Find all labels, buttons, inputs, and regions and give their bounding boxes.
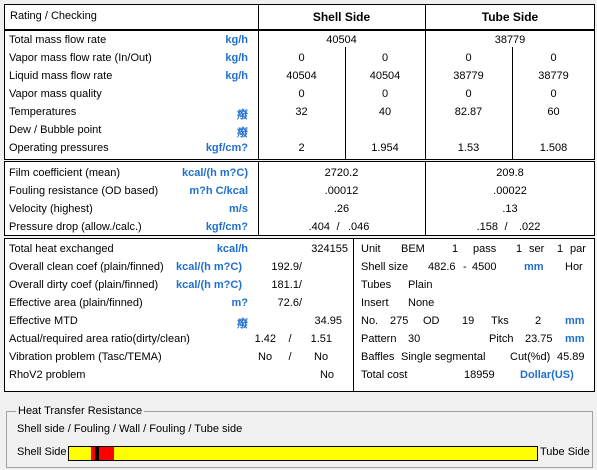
cut-label: Cut(%d) <box>510 351 551 363</box>
tks-label: Tks <box>491 315 509 327</box>
vibration-tema: No <box>314 351 329 363</box>
tube-value: .13 <box>502 203 518 215</box>
tube-in-value: 82.87 <box>454 106 483 118</box>
row-label: Film coefficient (mean) <box>9 167 121 179</box>
htr-group-title: Heat Transfer Resistance <box>18 405 143 417</box>
tube-allow-value: .158 <box>476 221 498 233</box>
tube-value: 38779 <box>494 34 526 46</box>
row-label: Total mass flow rate <box>9 34 107 46</box>
row-label: RhoV2 problem <box>9 369 86 381</box>
tubes-value: Plain <box>408 279 433 291</box>
stream-table <box>4 4 595 160</box>
row-label: Actual/required area ratio(dirty/clean) <box>9 333 190 345</box>
pattern-value: 30 <box>408 333 421 345</box>
pitch-value: 23.75 <box>525 333 553 345</box>
shell-in-value: 32 <box>295 106 308 118</box>
tube-in-value: 0 <box>465 52 472 64</box>
row-label: Vapor mass flow rate (In/Out) <box>9 52 152 64</box>
resistance-segment-shell <box>69 447 91 460</box>
tube-count-label: No. <box>361 315 379 327</box>
row-label: Overall dirty coef (plain/finned) <box>9 279 159 291</box>
row-unit: kg/h <box>225 52 248 64</box>
row-label: Liquid mass flow rate <box>9 70 113 82</box>
shell-out-value: 0 <box>381 52 389 64</box>
shell-out-value: 40 <box>378 106 392 118</box>
shell-value: .00012 <box>324 185 359 197</box>
dirty-coef-value: 181.1/ <box>271 279 302 291</box>
row-label: Vibration problem (Tasc/TEMA) <box>9 351 162 363</box>
shell-in-value: 40504 <box>286 70 317 82</box>
row-unit: m/s <box>229 203 248 215</box>
row-label: Total heat exchanged <box>9 243 114 255</box>
tube-out-value: 60 <box>547 106 560 118</box>
row-unit: kcal/(h m?C) <box>181 167 248 179</box>
tube-calc-value: .022 <box>519 221 541 233</box>
tube-count: 275 <box>390 315 409 327</box>
shell-allow-value: .404 <box>308 221 330 233</box>
resistance-bar <box>68 446 538 461</box>
od-value: 19 <box>462 315 475 327</box>
tube-value: .00022 <box>493 185 527 197</box>
shell-side-header: Shell Side <box>312 10 371 24</box>
shell-calc-value: .046 <box>348 221 370 233</box>
row-unit: kgf/cm? <box>205 221 248 233</box>
shell-size-label: Shell size <box>361 261 409 273</box>
resistance-segment-fouling-tube <box>99 447 114 460</box>
row-unit: 癈 <box>237 109 248 121</box>
pass-label: pass <box>473 243 497 255</box>
shell-value: 40504 <box>326 34 357 46</box>
shell-diameter: 482.6 <box>428 261 456 273</box>
tube-out-value: 38779 <box>538 70 569 82</box>
mtd-value: 34.95 <box>314 315 342 327</box>
row-label: Velocity (highest) <box>9 203 93 215</box>
row-unit: kg/h <box>225 34 248 46</box>
pattern-label: Pattern <box>361 333 397 345</box>
row-unit: m? <box>231 297 248 309</box>
shell-in-value: 0 <box>298 88 305 100</box>
unit-label: Unit <box>361 243 381 255</box>
row-label: Overall clean coef (plain/finned) <box>9 261 164 273</box>
row-label: Vapor mass quality <box>9 88 102 100</box>
shell-value: .26 <box>333 203 350 215</box>
ser-label: ser <box>529 243 545 255</box>
tube-side-label: Tube Side <box>540 446 590 458</box>
shell-orientation: Hor <box>565 261 583 273</box>
unit-type: BEM <box>401 243 425 255</box>
total-cost-unit: Dollar(US) <box>520 369 574 381</box>
slash: / <box>288 333 292 345</box>
slash: / <box>504 221 508 233</box>
baffles-label: Baffles <box>361 351 395 363</box>
area-ratio-clean: 1.51 <box>310 333 332 345</box>
insert-value: None <box>408 297 435 309</box>
slash: / <box>336 221 340 233</box>
row-unit: kcal/(h m?C) <box>176 279 243 291</box>
tube-in-value: 1.53 <box>457 142 480 154</box>
tks-unit: mm <box>565 315 585 327</box>
shell-length: 4500 <box>472 261 497 273</box>
total-cost-label: Total cost <box>361 369 408 381</box>
row-label: Pressure drop (allow./calc.) <box>9 221 142 233</box>
tube-in-value: 0 <box>465 88 472 100</box>
dash: - <box>463 261 467 273</box>
clean-coef-value: 192.9/ <box>271 261 302 273</box>
row-label: Effective area (plain/finned) <box>9 297 143 309</box>
slash: / <box>288 351 292 363</box>
row-unit: m?h C/kcal <box>189 185 248 197</box>
area-ratio-dirty: 1.42 <box>254 333 276 345</box>
shell-side-label: Shell Side <box>17 446 67 458</box>
baffles-value: Single segmental <box>401 351 486 363</box>
total-heat-value: 324155 <box>311 243 348 255</box>
shell-out-value: 40504 <box>369 70 401 82</box>
tube-in-value: 38779 <box>453 70 484 82</box>
row-label: Effective MTD <box>9 315 78 327</box>
row-label: Temperatures <box>9 106 77 118</box>
effective-area-value: 72.6/ <box>277 297 302 309</box>
ser-count: 1 <box>516 243 523 255</box>
par-count: 1 <box>557 243 564 255</box>
shell-out-value: 0 <box>381 88 389 100</box>
row-label: Fouling resistance (OD based) <box>9 185 159 197</box>
row-unit: kcal/(h m?C) <box>176 261 243 273</box>
shell-size-unit: mm <box>524 261 544 273</box>
row-unit: kcal/h <box>216 243 248 255</box>
tube-value: 209.8 <box>496 167 524 179</box>
pass-count: 1 <box>452 243 459 255</box>
htr-subtitle: Shell side / Fouling / Wall / Fouling / Tube side <box>17 423 243 435</box>
tube-out-value: 0 <box>550 88 557 100</box>
cut-value: 45.89 <box>557 351 585 363</box>
page-title: Rating / Checking <box>10 10 97 22</box>
tube-side-header: Tube Side <box>481 10 539 24</box>
row-unit: 癈 <box>237 318 248 330</box>
shell-in-value: 2 <box>298 142 305 154</box>
total-cost-value: 18959 <box>464 369 495 381</box>
tks-value: 2 <box>535 315 542 327</box>
row-unit: 癈 <box>237 127 248 139</box>
tube-out-value: 1.508 <box>539 142 568 154</box>
resistance-segment-tube <box>114 447 537 460</box>
shell-value: 2720.2 <box>324 167 359 179</box>
row-label: Dew / Bubble point <box>9 124 102 136</box>
od-label: OD <box>423 315 440 327</box>
shell-in-value: 0 <box>298 52 305 64</box>
shell-out-value: 1.954 <box>371 142 399 154</box>
rhov2-value: No <box>319 369 334 381</box>
insert-label: Insert <box>361 297 389 309</box>
row-unit: kg/h <box>225 70 248 82</box>
pitch-label: Pitch <box>489 333 514 345</box>
row-label: Operating pressures <box>9 142 109 154</box>
par-label: par <box>570 243 586 255</box>
row-unit: kgf/cm? <box>205 142 248 154</box>
tubes-label: Tubes <box>361 279 392 291</box>
vibration-tasc: No <box>258 351 273 363</box>
pitch-unit: mm <box>565 333 585 345</box>
tube-out-value: 0 <box>550 52 557 64</box>
